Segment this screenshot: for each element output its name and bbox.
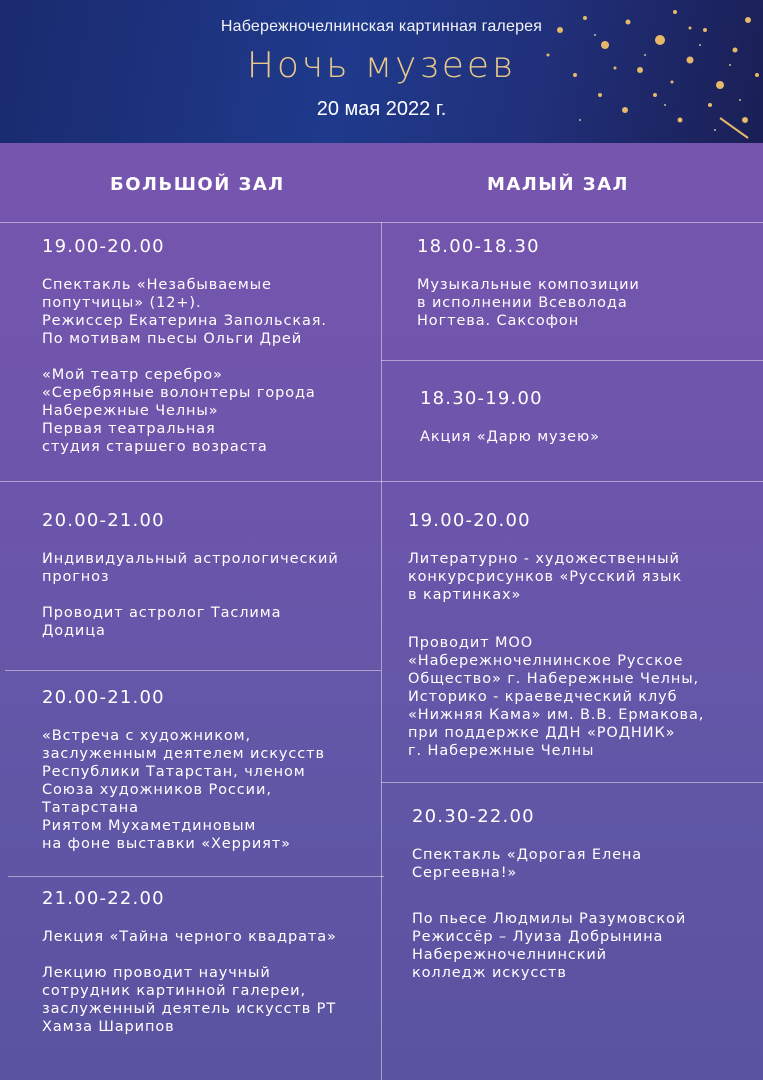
description-line: Акция «Дарю музею» <box>420 429 600 445</box>
description-line: Режиссёр – Луиза Добрынина <box>412 929 664 945</box>
small-hall-heading: МАЛЫЙ ЗАЛ <box>487 174 629 195</box>
big-hall-divider <box>8 876 384 877</box>
description-line: Набережночелнинский <box>412 947 608 963</box>
slot-description <box>417 276 640 330</box>
description-line: в картинках» <box>408 587 522 603</box>
description-line: Проводит астролог Таслима <box>42 605 282 621</box>
slot-description <box>412 846 686 982</box>
slot-description <box>420 428 600 446</box>
description-line: «Нижняя Кама» им. В.В. Ермакова, <box>408 707 705 723</box>
big-hall-slot <box>42 890 337 1036</box>
description-line: Риятом Мухаметдиновым <box>42 818 257 834</box>
small-hall-slot <box>417 238 640 330</box>
description-line: Союза художников России, <box>42 782 272 798</box>
description-line: конкурсрисунков «Русский язык <box>408 569 683 585</box>
small-hall-slot <box>420 390 600 446</box>
description-line: Набережные Челны» <box>42 403 219 419</box>
gallery-name: Набережночелнинская картинная галерея <box>220 18 543 35</box>
small-hall-slot <box>408 512 704 760</box>
slot-description <box>408 550 704 760</box>
description-line: при поддержке ДДН «РОДНИК» <box>408 725 676 741</box>
description-line: Первая театральная <box>42 421 216 437</box>
description-line: По мотивам пьесы Ольги Дрей <box>42 331 303 347</box>
description-line: Сергеевна!» <box>412 865 518 881</box>
big-hall-divider <box>5 670 381 671</box>
description-line: Лекцию проводит научный <box>42 965 271 981</box>
description-line: Спектакль «Дорогая Елена <box>412 847 643 863</box>
column-divider <box>381 222 382 1080</box>
event-date: 20 мая 2022 г. <box>316 98 447 120</box>
description-line: заслуженным деятелем искусств <box>42 746 325 762</box>
description-line: «Серебряные волонтеры города <box>42 385 316 401</box>
description-line: Лекция «Тайна черного квадрата» <box>42 929 337 945</box>
slot-description <box>42 928 337 1036</box>
small-hall-divider <box>381 360 763 361</box>
description-line: Общество» г. Набережные Челны, <box>408 671 700 687</box>
description-line: По пьесе Людмилы Разумовской <box>412 911 687 927</box>
description-line: в исполнении Всеволода <box>417 295 628 311</box>
description-line: «Мой театр серебро» <box>42 367 223 383</box>
slot-time: 21.00-22.00 <box>42 888 165 909</box>
slot-time: 19.00-20.00 <box>408 510 531 531</box>
description-line: «Набережночелнинское Русское <box>408 653 684 669</box>
big-hall-slot <box>42 689 325 853</box>
big-hall-slot <box>42 238 327 456</box>
event-title: Ночь музеев <box>246 45 517 86</box>
description-line: Проводит МОО <box>408 635 534 651</box>
big-hall-slot <box>42 512 339 640</box>
description-line: Режиссер Екатерина Запольская. <box>42 313 327 329</box>
description-line: студия старшего возраста <box>42 439 268 455</box>
slot-time: 20.30-22.00 <box>412 806 535 827</box>
slot-time: 20.00-21.00 <box>42 510 165 531</box>
description-line: Спектакль «Незабываемые <box>42 277 272 293</box>
big-hall-heading: БОЛЬШОЙ ЗАЛ <box>110 174 285 195</box>
header-banner <box>0 0 763 143</box>
description-line: сотрудник картинной галереи, <box>42 983 307 999</box>
description-line: на фоне выставки «Херрият» <box>42 836 291 852</box>
description-line: заслуженный деятель искусств РТ <box>42 1001 337 1017</box>
slot-time: 18.00-18.30 <box>417 236 540 257</box>
description-line: Хамза Шарипов <box>42 1019 175 1035</box>
slot-description <box>42 276 327 456</box>
description-line: Республики Татарстан, членом <box>42 764 306 780</box>
description-line: «Встреча с художником, <box>42 728 252 744</box>
description-line: Ногтева. Саксофон <box>417 313 580 329</box>
small-hall-divider <box>381 782 763 783</box>
row-divider <box>0 481 763 482</box>
description-line: Додица <box>42 623 106 639</box>
description-line: Музыкальные композиции <box>417 277 640 293</box>
description-line: г. Набережные Челны <box>408 743 595 759</box>
description-line: Литературно - художественный <box>408 551 680 567</box>
slot-description <box>42 550 339 640</box>
description-line: Индивидуальный астрологический <box>42 551 339 567</box>
slot-description <box>42 727 325 853</box>
slot-time: 20.00-21.00 <box>42 687 165 708</box>
slot-time: 19.00-20.00 <box>42 236 165 257</box>
description-line: Историко - краеведческий клуб <box>408 689 678 705</box>
description-line: Татарстана <box>42 800 139 816</box>
description-line: попутчицы» (12+). <box>42 295 202 311</box>
description-line: прогноз <box>42 569 110 585</box>
description-line: колледж искусств <box>412 965 567 981</box>
small-hall-slot <box>412 808 686 982</box>
slot-time: 18.30-19.00 <box>420 388 543 409</box>
